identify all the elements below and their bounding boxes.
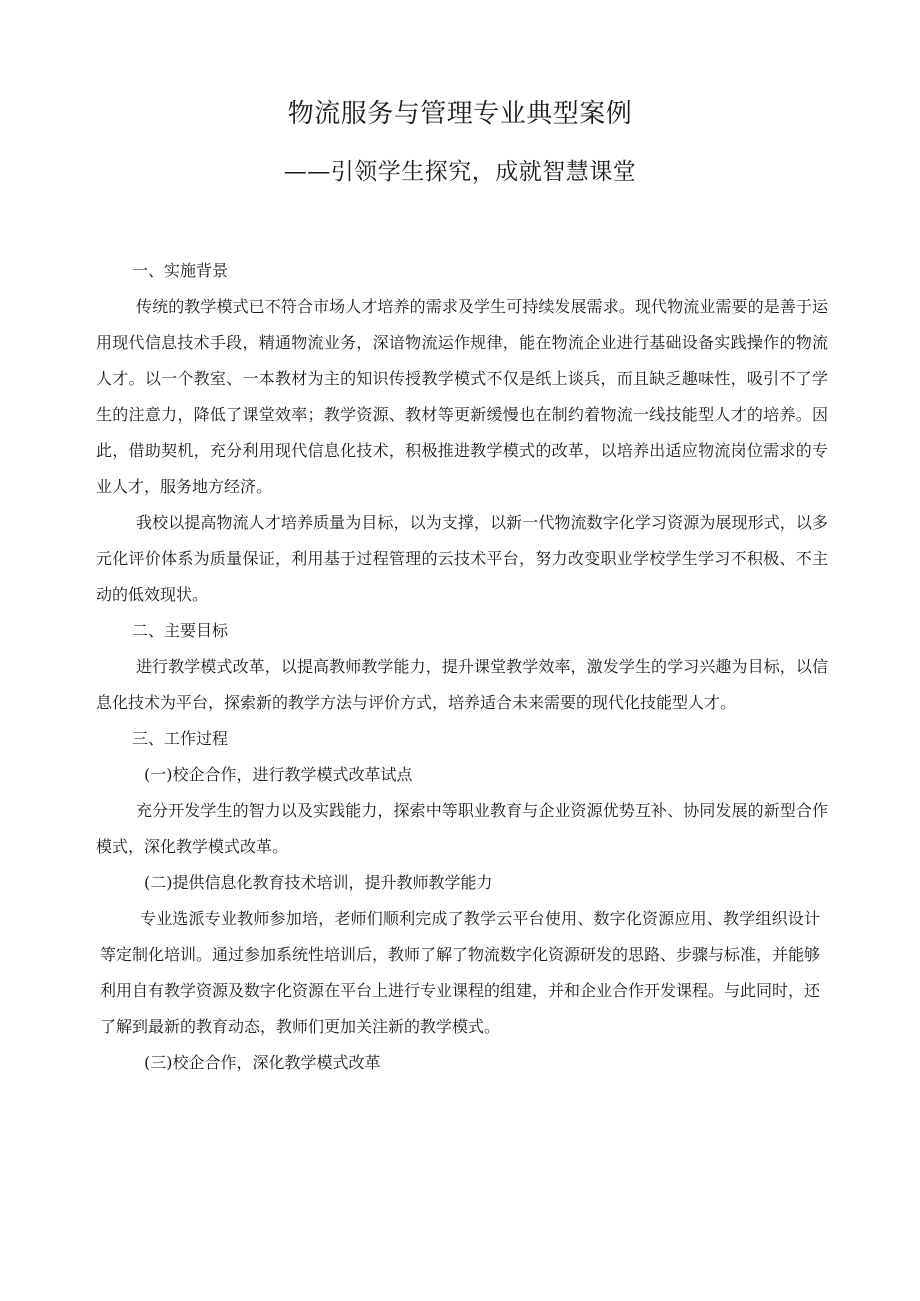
subsection-heading-3: (三)校企合作，深化教学模式改革 — [144, 1053, 381, 1072]
section-heading-goals: 二、主要目标 — [132, 621, 229, 640]
subsection-heading-1: (一)校企合作，进行教学模式改革试点 — [144, 765, 413, 784]
document-subtitle: ——引领学生探究，成就智慧课堂 — [283, 159, 637, 185]
paragraph-background-2: 我校以提高物流人才培养质量为目标，以为支撑，以新一代物流数字化学习资源为展现形式，以多元化评价体系为质量保证，利用基于过程管理的云技术平台，努力改变职业学校学生学习不积极、不主动的低效现状。 — [96, 513, 828, 604]
paragraph-background-1: 传统的教学模式已不符合市场人才培养的需求及学生可持续发展需求。现代物流业需要的是善于运用现代信息技术手段，精通物流业务，深谙物流运作规律，能在物流企业进行基础设备实践操作的物流人才。以一个教室、一本教材为主的知识传授教学模式不仅是纸上谈兵，而且缺乏趣味性，吸引不了学生的注意力，降低了课堂效率；教学资源、教材等更新缓慢也在制约着物流一线技能型人才的培养。因此，借助契机，充分利用现代信息化技术，积极推进教学模式的改革，以培养出适应物流岗位需求的专业人才，服务地方经济。 — [96, 297, 828, 496]
section-heading-background: 一、实施背景 — [132, 261, 229, 280]
document-body — [96, 253, 828, 1081]
subsection-2-body — [96, 901, 828, 1045]
paragraph-goals: 进行教学模式改革，以提高教师教学能力，提升课堂教学效率，激发学生的学习兴趣为目标，以信息化技术为平台，探索新的教学方法与评价方式，培养适合未来需要的现代化技能型人才。 — [96, 657, 828, 712]
document-title: 物流服务与管理专业典型案例 — [287, 99, 633, 129]
subsection-heading-2: (二)提供信息化教育技术培训，提升教师教学能力 — [144, 873, 493, 892]
section-heading-process: 三、工作过程 — [132, 729, 229, 748]
paragraph-process-1: 充分开发学生的智力以及实践能力，探索中等职业教育与企业资源优势互补、协同发展的新型合作模式，深化教学模式改革。 — [96, 801, 828, 856]
paragraph-process-2: 专业选派专业教师参加培，老师们顺利完成了教学云平台使用、数字化资源应用、教学组织设计等定制化培训。通过参加系统性培训后，教师了解了物流数字化资源研发的思路、步骤与标准，并能够利用自有教学资源及数字化资源在平台上进行专业课程的组建，并和企业合作开发课程。与此同时，还了解到最新的教育动态，教师们更加关注新的教学模式。 — [100, 909, 821, 1036]
